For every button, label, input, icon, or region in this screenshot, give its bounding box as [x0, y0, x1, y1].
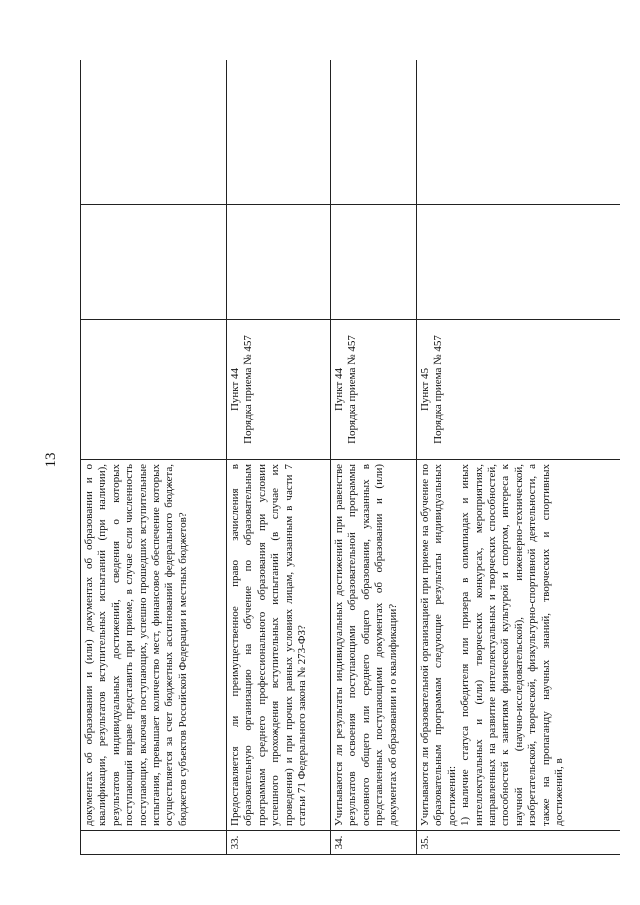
row-number: [81, 831, 227, 855]
question-cell: [81, 460, 227, 831]
reference-line-1: Пункт 44: [333, 367, 345, 412]
checklist-table: [80, 60, 620, 855]
table-row: [331, 60, 417, 855]
table-viewport: [80, 60, 620, 855]
note-cell: [417, 60, 621, 205]
reference-cell: [227, 320, 331, 460]
question-cell: [227, 460, 331, 831]
row-number: 34.: [331, 831, 417, 855]
reference-cell: [417, 320, 621, 460]
reference-line-2: Порядка приема № 457: [432, 335, 445, 444]
answer-cell: [417, 205, 621, 320]
table-row: [81, 60, 227, 855]
reference-cell: [81, 320, 227, 460]
page-number: 13: [43, 452, 59, 468]
question-text-item-1: 1) наличие статуса победителя или призера в олимпиадах и иных интеллектуальных и (или) творческих конкурсах, мероприятиях, направленных на развитие интеллектуальных и творческих способностей, способностей к занятиям физической культурой и спортом, интереса к научной (научно-исследовательской), инженерно-технической, изобретательской, творческой, физкультурно-спортивной деятельности, а также на пропаганду научных знаний, творческих и спортивных достижений, в: [459, 464, 566, 826]
reference-line-1: Пункт 45: [419, 367, 431, 412]
table-row: [227, 60, 331, 855]
row-number: 35.: [417, 831, 621, 855]
question-cell: [331, 460, 417, 831]
note-cell: [227, 60, 331, 205]
reference-line-2: Порядка приема № 457: [346, 335, 359, 444]
reference-line-2: Порядка приема № 457: [242, 335, 255, 444]
note-cell: [81, 60, 227, 205]
note-cell: [331, 60, 417, 205]
reference-cell: [331, 320, 417, 460]
landscape-page: [80, 60, 620, 855]
table-row: [417, 60, 621, 855]
question-cell: [417, 460, 621, 831]
row-number: 33.: [227, 831, 331, 855]
question-text: Предоставляется ли преимущественное право зачисления в образовательную организацию на обучение по образовательным программам среднего профессионального образования при условии успешного прохождения вступительных испытаний (в случае их проведения) и при прочих равных условиях лицам, указанным в части 7 статьи 71 Федерального закона № 273-ФЗ?: [229, 464, 309, 826]
answer-cell: [331, 205, 417, 320]
answer-cell: [227, 205, 331, 320]
answer-cell: [81, 205, 227, 320]
question-text: Учитываются ли результаты индивидуальных достижений при равенстве результатов освоения поступающими образовательной программы основного общего или среднего общего образования, указанных в представленных поступающими документах об образовании и (или) документах об образовании и о квалификации?: [333, 464, 399, 826]
question-text: документах об образовании и (или) документах об образовании и о квалификации, результатов вступительных испытаний (при наличии), результатов индивидуальных достижений, сведения о которых поступающий вправе представить при приеме, в случае если численность поступающих, включая поступающих, успешно прошедших вступительные испытания, превышает количество мест, финансовое обеспечение которых осуществляется за счет бюджетных ассигнований федерального бюджета, бюджетов субъектов Российской Федерации и местных бюджетов?: [83, 464, 189, 826]
question-text: Учитываются ли образовательной организацией при приеме на обучение по образовательным программам следующие результаты индивидуальных достижений:: [419, 464, 458, 826]
reference-line-1: Пункт 44: [229, 367, 241, 412]
